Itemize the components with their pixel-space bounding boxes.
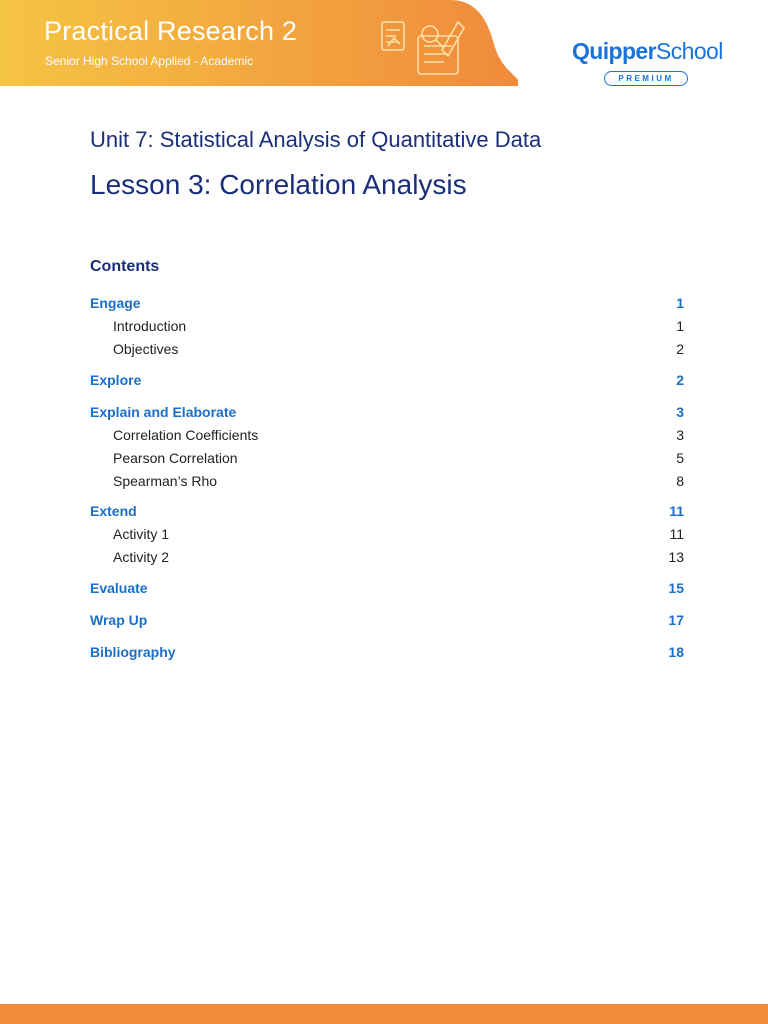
toc-subsection-row	[90, 524, 684, 544]
toc-label: Evaluate	[90, 580, 148, 596]
contents-heading: Contents	[90, 258, 160, 275]
toc-page-number: 17	[668, 612, 684, 628]
toc-label: Pearson Correlation	[113, 450, 238, 466]
toc-label: Bibliography	[90, 644, 176, 660]
toc-section-row[interactable]	[90, 370, 684, 390]
toc-page-number: 3	[676, 404, 684, 420]
brand-name: QuipperSchool	[572, 38, 723, 64]
course-title: Practical Research 2	[44, 16, 298, 46]
toc-label: Extend	[90, 503, 137, 519]
footer-bar	[0, 1004, 768, 1024]
toc-page-number: 11	[669, 526, 684, 542]
toc-label: Wrap Up	[90, 612, 148, 628]
toc-subsection-row	[90, 316, 684, 336]
toc-subsection-row	[90, 471, 684, 491]
toc-section-row[interactable]	[90, 578, 684, 598]
toc-page-number: 3	[676, 427, 684, 443]
toc-page-number: 1	[676, 295, 684, 311]
quipper-school-logo	[572, 38, 732, 88]
toc-subsection-row	[90, 547, 684, 567]
toc-label: Engage	[90, 295, 141, 311]
toc-page-number: 11	[669, 503, 684, 519]
toc-label: Activity 1	[113, 526, 170, 542]
toc-page-number: 18	[668, 644, 684, 660]
toc-label: Correlation Coefficients	[113, 427, 259, 443]
toc-page-number: 13	[668, 549, 684, 565]
toc-label: Spearman’s Rho	[113, 473, 218, 489]
toc-label: Activity 2	[113, 549, 170, 565]
toc-page-number: 15	[668, 580, 684, 596]
toc-subsection-row	[90, 425, 684, 445]
lesson-title: Lesson 3: Correlation Analysis	[90, 169, 467, 200]
research-illustration-icon	[378, 16, 470, 80]
toc-section-row[interactable]	[90, 293, 684, 313]
toc-subsection-row	[90, 339, 684, 359]
toc-section-row[interactable]	[90, 642, 684, 662]
premium-badge: PREMIUM	[604, 71, 688, 86]
toc-section-row[interactable]	[90, 610, 684, 630]
toc-page-number: 8	[676, 473, 684, 489]
page-header	[0, 0, 768, 86]
course-subtitle: Senior High School Applied - Academic	[45, 54, 254, 68]
toc-label: Explore	[90, 372, 142, 388]
toc-page-number: 1	[676, 318, 684, 334]
toc-label: Objectives	[113, 341, 179, 357]
unit-title: Unit 7: Statistical Analysis of Quantitative Data	[90, 127, 542, 152]
toc-label: Explain and Elaborate	[90, 404, 237, 420]
toc-section-row[interactable]	[90, 402, 684, 422]
toc-page-number: 5	[676, 450, 684, 466]
toc-subsection-row	[90, 448, 684, 468]
toc-label: Introduction	[113, 318, 187, 334]
toc-page-number: 2	[676, 341, 684, 357]
toc-page-number: 2	[676, 372, 684, 388]
toc-section-row[interactable]	[90, 501, 684, 521]
